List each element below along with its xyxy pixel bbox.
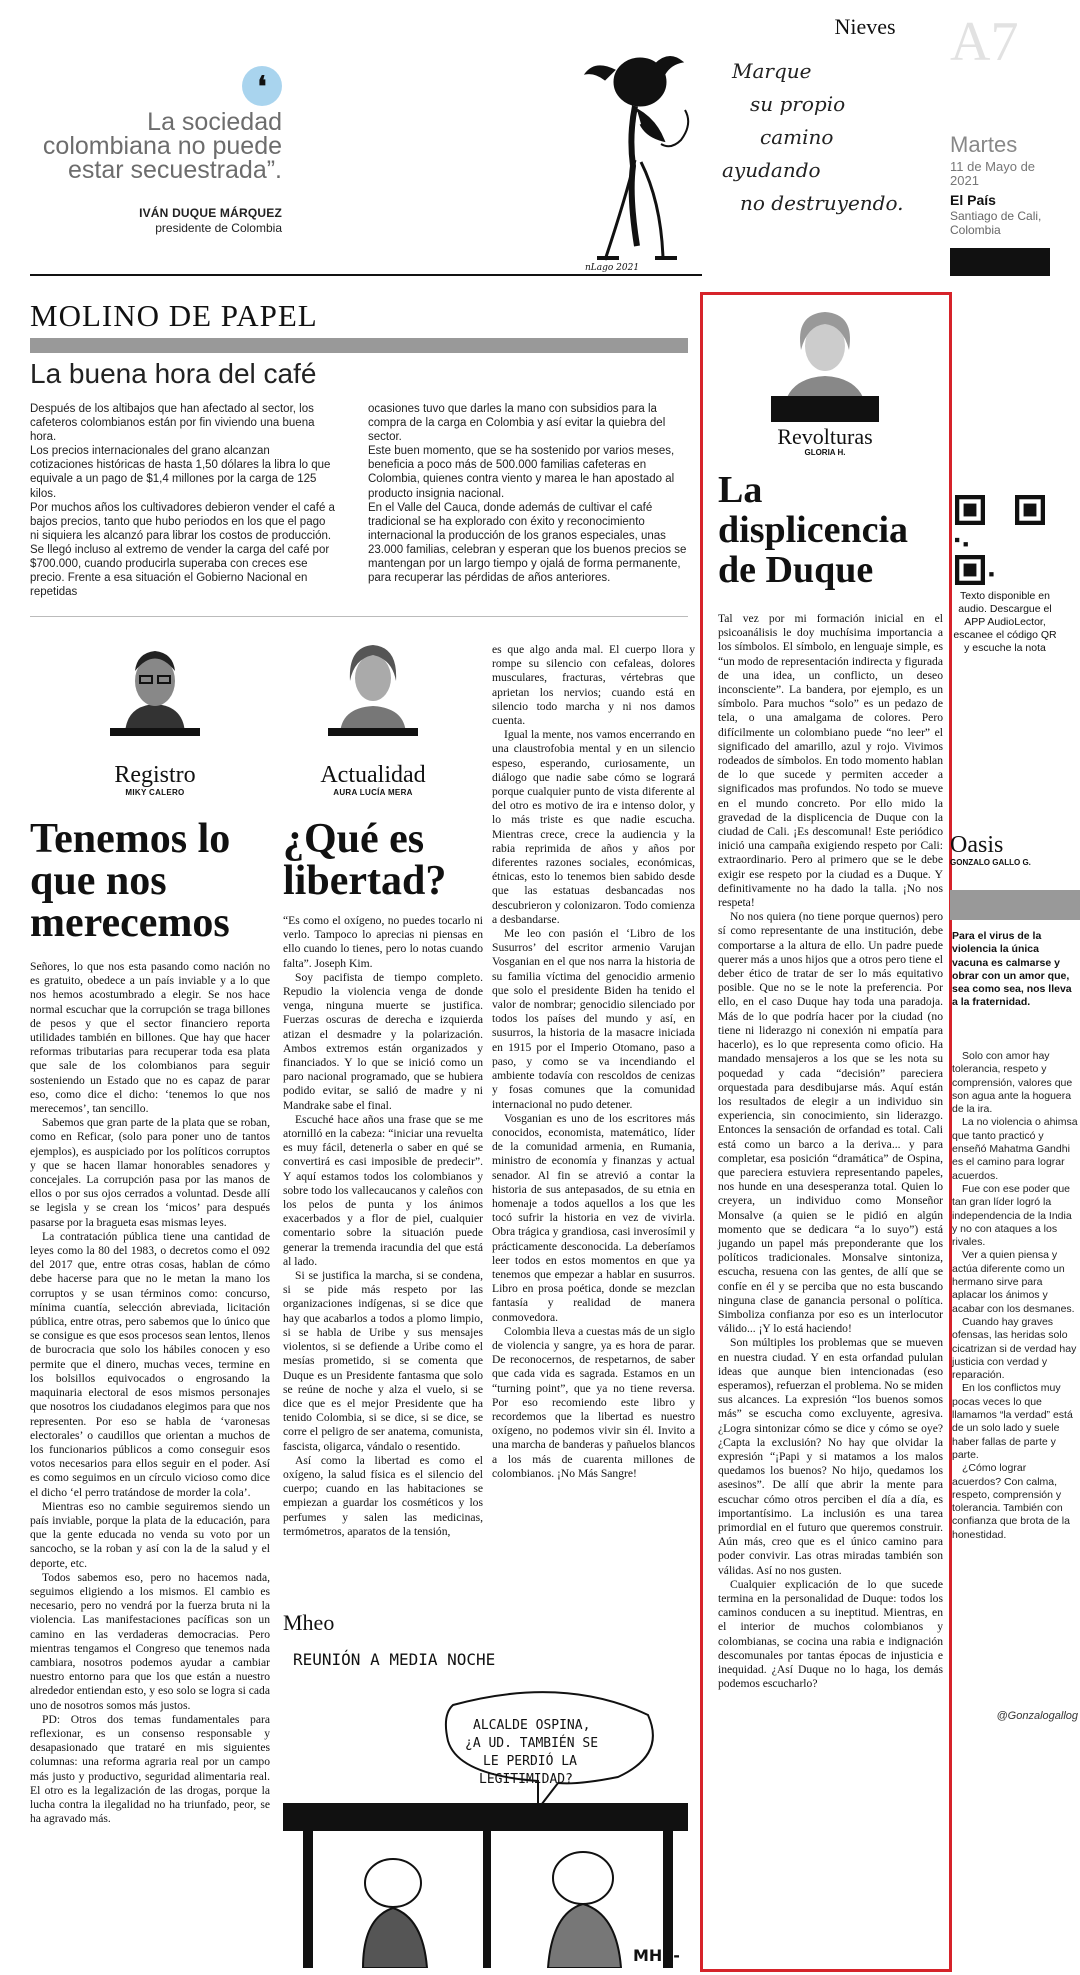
cartoon-signature: MHE- — [633, 1946, 680, 1965]
redaction-bar — [950, 248, 1050, 276]
editorial-paragraph: Los precios internacionales del grano alcanzan cotizaciones históricas de hasta 1,50 dólares la libra lo que equivale a un pago de $1,4 millones por la carga de 125 kilos. — [30, 445, 331, 500]
article-paragraph: Mientras eso no cambie seguiremos siendo un país inviable, porque la plata de la educación, para que la gente educada no venda su voto por un sancocho, se la roban y así con la de la salud y el deporte, etc. — [30, 1499, 270, 1570]
article-paragraph: Señores, lo que nos esta pasando como nación no es gratuito, obedece a un país inviable y a lo que nos hemos acostumbrado a elegir. Se nos hace normal escuchar que la corrupción se traga billones de pesos y que el sector financiero reporta utilidades también en billones. Que hay que hacer reformas tributarias para recuperar toda esa plata que sale de los colombianos para seguir sosteniendo un Estado que no es capaz de parar eso, como dice el dicho: ‘tenemos lo que nos merecemos’, tan sencillo. — [30, 960, 270, 1116]
headline-revolturas: La displicencia de Duque — [718, 469, 909, 591]
oasis-social-handle[interactable]: @Gonzalogallog — [996, 1710, 1078, 1722]
headline-actualidad: ¿Qué es libertad? — [283, 816, 447, 904]
article-paragraph: Cualquier explicación de lo que sucede termina en la personalidad de Duque: todos los caminos conducen a su ineptitud. Mientras, en el interior de muchos colombianos y colombianas, se cocina una rabia e indignación descomunales por tantas épocas de injusticia e inequidad. ¿Así Duque no lo haga, los demás podemos escucharlo? — [718, 1577, 943, 1691]
headline-registro: Tenemos lo que nos merecemos — [30, 816, 231, 946]
editorial-cartoon — [283, 1643, 688, 1968]
column-author-revolturas: GLORIA H. — [804, 448, 846, 457]
editorial-paragraph: ocasiones tuvo que darles la mano con subsidios para la compra de la carga en Colombia y así evitar la quiebra del sector. — [368, 403, 666, 444]
section-bar — [950, 890, 1080, 920]
column-author-registro: MIKY CALERO — [125, 788, 185, 797]
column-author-oasis: GONZALO GALLO G. — [950, 858, 1031, 867]
oasis-paragraph: Ver a quien piensa y actúa diferente como un hermano sirve para aplacar los ánimos y acabar con los desmanes. — [952, 1249, 1075, 1315]
cartoon-handwritten-note — [720, 55, 940, 220]
oasis-body — [952, 1050, 1078, 1542]
article-paragraph: es que algo anda mal. El cuerpo llora y rompe su silencio con cefaleas, dolores musculares, fracturas, vértebras que aprietan los nervios; cuando está en silencio todo marcha y ni nos damos cuenta. — [492, 643, 695, 728]
column-label-actualidad: Actualidad — [320, 762, 426, 788]
publication-city: Santiago de Cali, Colombia — [950, 209, 1042, 237]
oasis-paragraph: Solo con amor hay tolerancia, respeto y comprensión, valores que son agua ante la hoguera de la ira. — [952, 1050, 1073, 1116]
editorial-paragraph: Después de los altibajos que han afectado al sector, los cafeteros colombianos están por fin viviendo una buena hora. — [30, 403, 315, 444]
oasis-lead: Para el virus de la violencia la única vacuna es calmarse y obrar con un amor que, sea como sea, nos lleva a la fraternidad. — [952, 930, 1072, 1009]
editorial-column-1 — [30, 402, 335, 599]
cartoon-note-line: Marque — [732, 59, 812, 83]
editorial-paragraph: Se llegó incluso al extremo de vender la carga del café por $700.000, cuando producirla superaba con creces ese precio. Frente a esa situación el Gobierno Nacional en repetidas — [30, 543, 330, 599]
section-title: MOLINO DE PAPEL — [30, 298, 318, 333]
column-label-registro: Registro — [114, 762, 196, 788]
editorial-paragraph: Por muchos años los cultivadores debieron vender el café a bajos precios, tanto que hubo periodos en los que el pago ni siquiera les alcanzó para librar los costos de producción. — [30, 501, 335, 542]
cartoon-section-label: Mheo — [283, 1610, 335, 1635]
oasis-paragraph: Cuando hay graves ofensas, las heridas solo cicatrizan si de verdad hay justicia con verdad y reparación. — [952, 1315, 1077, 1382]
quote-mark-icon: ❛ — [242, 66, 282, 106]
section-bar — [30, 338, 688, 353]
article-body-actualidad-continued — [492, 643, 695, 1481]
oasis-paragraph: La no violencia o ahimsa que tanto practicó y enseñó Mahatma Gandhi es el camino para lograr acuerdos. — [952, 1116, 1078, 1182]
editorial-paragraph: Este buen momento, que se ha sostenido por varios meses, beneficia a poco más de 500.000 familias cafeteras en Colombia, quienes contra viento y marea le han apostado al producto insignia nacional. — [368, 445, 675, 500]
article-paragraph: Soy pacifista de tiempo completo. Repudio la violencia venga de donde venga, ninguna muerte se justifica. Fuerzas oscuras de derecha e izquierda atizan el desmadre y la polarización. Ambos extremos están organizados y financiados. Y lo que se inició como un paro nacional programado, que se hubiera podido evitar, se salió de madre y ni Mandrake sabe el final. — [283, 970, 483, 1112]
editorial-paragraph: En el Valle del Cauca, donde además de cultivar el café tradicional se ha explorado con éxito y reconocimiento internacional la producción de los granos especiales, unas 23.000 familias, celebran y esperan que los buenos precios se mantengan por un largo tiempo y ojalá de forma permanente, para recuperar las pérdidas de años anteriores. — [368, 501, 687, 585]
oasis-paragraph: En los conflictos muy pocas veces lo que llamamos “la verdad” está de un solo lado y suele haber fallas de parte y parte. — [952, 1382, 1073, 1461]
article-paragraph: Son múltiples los problemas que se mueven en nuestra ciudad. Y en esta orfandad pululan ideas que aunque bien intencionadas (eso esperamos), refuerzan el problema. No se miden sus alcances. La expresión “los buenos somos más” se escucha como excluyente, agresiva. ¿Logra sintonizar cómo se dice y cómo se oye? ¿Capta la exclusión? No hay que olvidar la expresión “¡Papi y si matamos a los malos quedamos los buenos? No hijo, quedamos los asesinos”. De allí que abrir la mente para escuchar cómo otros perciben el día a día, es importantísimo. La inclusión es una tarea primordial en el futuro que queremos construir. Aún más, creo que es el único camino para poder convivir. Las otras miradas también son válidas. Así no nos gusten. — [718, 1336, 943, 1577]
author-photo-gloria-h — [771, 300, 879, 422]
cartoon-note-line: no destruyendo. — [740, 191, 904, 215]
quote-author-role: presidente de Colombia — [155, 221, 282, 235]
oasis-paragraph: ¿Cómo lograr acuerdos? Con calma, respeto, comprensión y tolerancia. También con confianza que brota de la honestidad. — [952, 1462, 1070, 1541]
qr-code[interactable] — [955, 495, 1045, 585]
article-paragraph: No nos quiera (no tiene porque quernos) pero sí como representante de una institución, debe comportarse a la altura de ello. Un padre puede querer más a unos hijos que a otros pero tiene el deber ético de tratar de ser lo más equitativo posible. Que no se le note la preferencia. Por ello, en el caso Duque hay toda una paradoja. Más de lo que podría hacer por la ciudad (no tiene ni liderazgo ni conexión ni empatía para hacerlo), es lo que representa como oficio. Ha mandado mensajeros a los que se les nota su poquedad y cada “decisión” pareciera orquestada para desdibujarse más. Aquí están los resultados de elegir a un individuo sin experiencia, sin conocimiento, sin liderazgo. Entonces la sensación de orfandad es total. Cali está como un barco a la deriva... y para completar, esa posición “dramática” de Ospina, que pareciera estuviera representando papeles, nos hunde en una desesperanza total. Quien lo creyera, un individuo como Monseñor Monsalve (a quien se le pidió en algún momento que se dedicara “a lo suyo”) está jugando un papel más preponderante que los políticos tradicionales. Monsalve sintoniza, escucha, resuena con las gentes, de allí que se confíe en él y se perciba que no esta buscando ninguna clase de ganancia personal o política. Simboliza confianza por eso es un interlocutor válido... ¡Y lo está haciendo! — [718, 910, 943, 1336]
cartoon-caption: REUNIÓN A MEDIA NOCHE — [293, 1650, 496, 1669]
editorial-title: La buena hora del café — [30, 358, 317, 389]
publication-name: El País — [950, 192, 996, 208]
quote-author: IVÁN DUQUE MÁRQUEZ — [139, 206, 282, 220]
cartoon-note-line: su propio — [750, 92, 846, 116]
article-paragraph: Todos sabemos eso, pero no hacemos nada, seguimos eligiendo a los mismos. El cambio es necesario, pero no vendrá por la fuerza bruta ni la violencia. Las manifestaciones pacíficas son un camino en las verdaderas democracias. Pero mientras tengamos el Congreso que tenemos nada cambiara, nosotros podemos ayudar a cambiar nuestro entorno para que los que están a nuestro alrededor entiendan esto, y eso solo se logra si cada uno de nosotros somos más justos. — [30, 1570, 270, 1712]
pull-quote: La sociedad colombiana no puede estar secuestrada”. — [42, 108, 282, 184]
article-paragraph: Me leo con pasión el ‘Libro de los Susurros’ del escritor armenio Varujan Vosganian en el que nos narra la historia de su familia víctima del genocidio armenio que solo el presidente Biden ha tenido el valor de nombrar; genocidio silenciado por todos los países del mundo y así, en susurros, la historia de la masacre iniciada en 1915 por el Imperio Otomano, paso a paso, y como se va incendiando el ambiente todavía con rescoldos de cenizas y fosas comunes que la comunidad internacional no pudo detener. — [492, 927, 695, 1111]
article-body-actualidad — [283, 914, 483, 1539]
column-label-oasis: Oasis — [950, 832, 1004, 858]
article-body-revolturas — [718, 612, 943, 1691]
article-paragraph: Vosganian es uno de los escritores más conocidos, economista, matemático, líder de la comunidad armenia, en Rumania, ministro de economía y finanzas y actual senador. Al fin se atrevió a contar la historia de sus antepasados, de su etnia en homenaje a todos aquellos a los que les tocó sufrir la historia en vez de vivirla. Obra trágica y grandiosa, casi inverosímil y prácticamente desconocida. La deberíamos leer todos en estos momentos en que ya tenemos que empezar a hablar en susurros. Libro en prosa poética, donde se mezclan fantasía y realidad de manera conmovedora. — [492, 1111, 695, 1324]
nieves-cartoon-figure — [545, 50, 720, 275]
article-paragraph: PD: Otros dos temas fundamentales para reflexionar, es un consenso responsable y desapasionado que trataré en mis siguientes columnas: una reforma agraria real por un campo más justo y productivo, seguridad alimentaria real. El otro es la legalización de las drogas, porque la lucha contra la ilegalidad no ha triunfado, peor, se ha agravado más. — [30, 1712, 270, 1826]
cartoon-note-line: ayudando — [722, 158, 821, 182]
publication-day: Martes — [950, 132, 1018, 157]
author-photo-aura-lucia-mera — [328, 636, 418, 736]
article-paragraph: “Es como el oxígeno, no puedes tocarlo ni verlo. Tampoco lo aprecias ni piensas en ello cuando lo tienes, pero lo notas cuando falta”. Joseph Kim. — [283, 914, 483, 970]
author-photo-miky-calero — [110, 636, 200, 736]
publication-date: 11 de Mayo de 2021 — [950, 159, 1036, 188]
article-paragraph: Escuché hace años una frase que se me atornilló en la cabeza: “iniciar una revuelta es muy fácil, detenerla o saber en qué se convertirá es casi imposible de predecir”. Y aquí estamos todos los colombianos y sobre todo los vallecaucanos y caleños con los pelos de punta y los ánimos exacerbados y a flor de piel, cualquier comentario sobre la situación puede generar la tremenda iracundia del que está al lado. — [283, 1112, 483, 1268]
page-number: A7 — [950, 11, 1019, 73]
article-paragraph: Tal vez por mi formación inicial en el psicoanálisis le doy muchísima importancia a los símbolos. El símbolo, en lenguaje simple, es “un modo de representación indirecta y figurada de una idea, un conflicto, un deseo inconsciente”. La bandera, por ejemplo, es un símbolo. Para muchos “solo” es un pedazo de tela, o una amalgama de colores. Pero difícilmente un colombiano puede “no leer” el significado del amarillo, azul y rojo. Vivimos rodeados de símbolos. En todo momento hablan de lo que sucede y permiten acceder a significados mas profundos. No todo se mueve en el mundo concreto. Por ello mido la gravedad de la displicencia de Duque con la ciudad de Cali. ¡Es descomunal! Este periódico inició una campaña exigiendo respeto por Cali: extraordinario. Pero al primero que se le debe exigir ese respeto por la ciudad es a Duque. Y definitivamente no ha dado la talla. ¡No nos respeta! — [718, 612, 943, 910]
editorial-column-2 — [368, 402, 688, 585]
qr-caption: Texto disponible en audio. Descargue el APP AudioLector, escanee el código QR y escuche la nota — [953, 590, 1057, 654]
oasis-paragraph: Fue con ese poder que tan gran líder logró la independencia de la India y no con ataques a los rivales. — [952, 1182, 1072, 1249]
article-paragraph: Sabemos que gran parte de la plata que se roban, como en Reficar, (solo para poner uno de tantos ejemplos), es auspiciado por los políticos corruptos y que se hacen llamar honorables senadores y concejales. La corrupción pasa por las manos de ellos o por sus ojos cerrados a voluntad. Desde allí se legisla y se crean los ‘micos’ para después pasarse por la bragueta esas mismas leyes. — [30, 1116, 270, 1229]
speech-bubble-text: ALCALDE OSPINA, ¿A UD. TAMBIÉN SE LE PERDIÓ LA LEGITIMIDAD? — [465, 1718, 599, 1787]
column-author-actualidad: AURA LUCÍA MERA — [333, 788, 413, 797]
section-divider — [30, 616, 688, 617]
article-paragraph: Así como la libertad es como el oxígeno, la salud física es el silencio del cuerpo; cuando en las habitaciones se empiezan a guardar los cosméticos y los perfumes y salen las medicinas, termómetros, aparatos de la tensión, — [283, 1453, 483, 1538]
article-paragraph: Colombia lleva a cuestas más de un siglo de violencia y sangre, ya es hora de parar. De reconocernos, de respetarnos, de saber que cada vida es sagrada. Estamos en un “turning point”, que ya no tiene reversa. Por eso recomiendo este libro y recordemos que la libertad es nuestro oxígeno, no podemos vivir sin él. Invito a una marcha de banderas y pañuelos blancos a los más de cuarenta millones de colombianos. ¡No Más Sangre! — [492, 1324, 695, 1480]
cartoon-signature: nLago 2021 — [585, 263, 640, 273]
cartoon-note-line: camino — [760, 125, 834, 149]
article-paragraph: Si se justifica la marcha, si se condena, si se pide más respeto por las organizaciones indígenas, si se dice que hay que acabarlos a todos a plomo limpio, si se habla de Uribe y sus mensajes violentos, si se defiende a Uribe como el mesías prometido, si se comenta que Duque es un Presidente fantasma que solo se reúne de noche y alza el vuelo, si se dice que es el mejor Presidente que ha tenido Colombia, si se dice, si se dice, se corre el peligro de ser anatema, comunista, fascista, oligarca, vándalo o resentido. — [283, 1269, 483, 1453]
article-paragraph: La contratación pública tiene una cantidad de leyes como la 80 del 1983, o decretos como el 092 del 2017 que, entre otras cosas, hablan de cómo debe hacerse para que no le metan la mano los corruptos y se usan términos como: concurso, mínima cuantía, selección abreviada, licitación pública, entre otras, pero sabemos que lo único que se consigue es que esos procesos sean lentos, llenos de burocracia que solo los hábiles conocen y eso permite que el dinero, muchas veces, termine en los bolsillos equivocados o engrosando la maquinaria electoral de esos mismos personajes que nosotros los ciudadanos elegimos para que nos representen. Por eso se habla de ‘varonesas electorales’ o caudillos que orientan a muchos de los funcionarios públicos a como conseguir esos votos necesarios para ellos seguir en el poder. Así es como seguimos en un círculo vicioso como dice el dicho ‘el perro tratándose de morder la cola’. — [30, 1229, 270, 1499]
article-paragraph: Igual la mente, nos vamos encerrando en una claustrofobia mental y en un silencio espeso, esperando, curiosamente, un diálogo que nadie sabe cómo se logrará porque cualquier punto de vista diferente al del otro es motivo de ira e intenso dolor, y lo más triste es que nadie escucha. Mientras crece, crece la audiencia y la rabia reprimida de años y años por diferentes razones sociales, económicas, étnicas, esto lo tenemos bien sabido desde que las estatuas desbancadas nos descubrieron y colonizaron. Todo comienza a desbandarse. — [492, 728, 695, 926]
column-label-revolturas: Revolturas — [777, 424, 873, 449]
nieves-section-label: Nieves — [834, 14, 896, 39]
article-body-registro — [30, 960, 270, 1826]
